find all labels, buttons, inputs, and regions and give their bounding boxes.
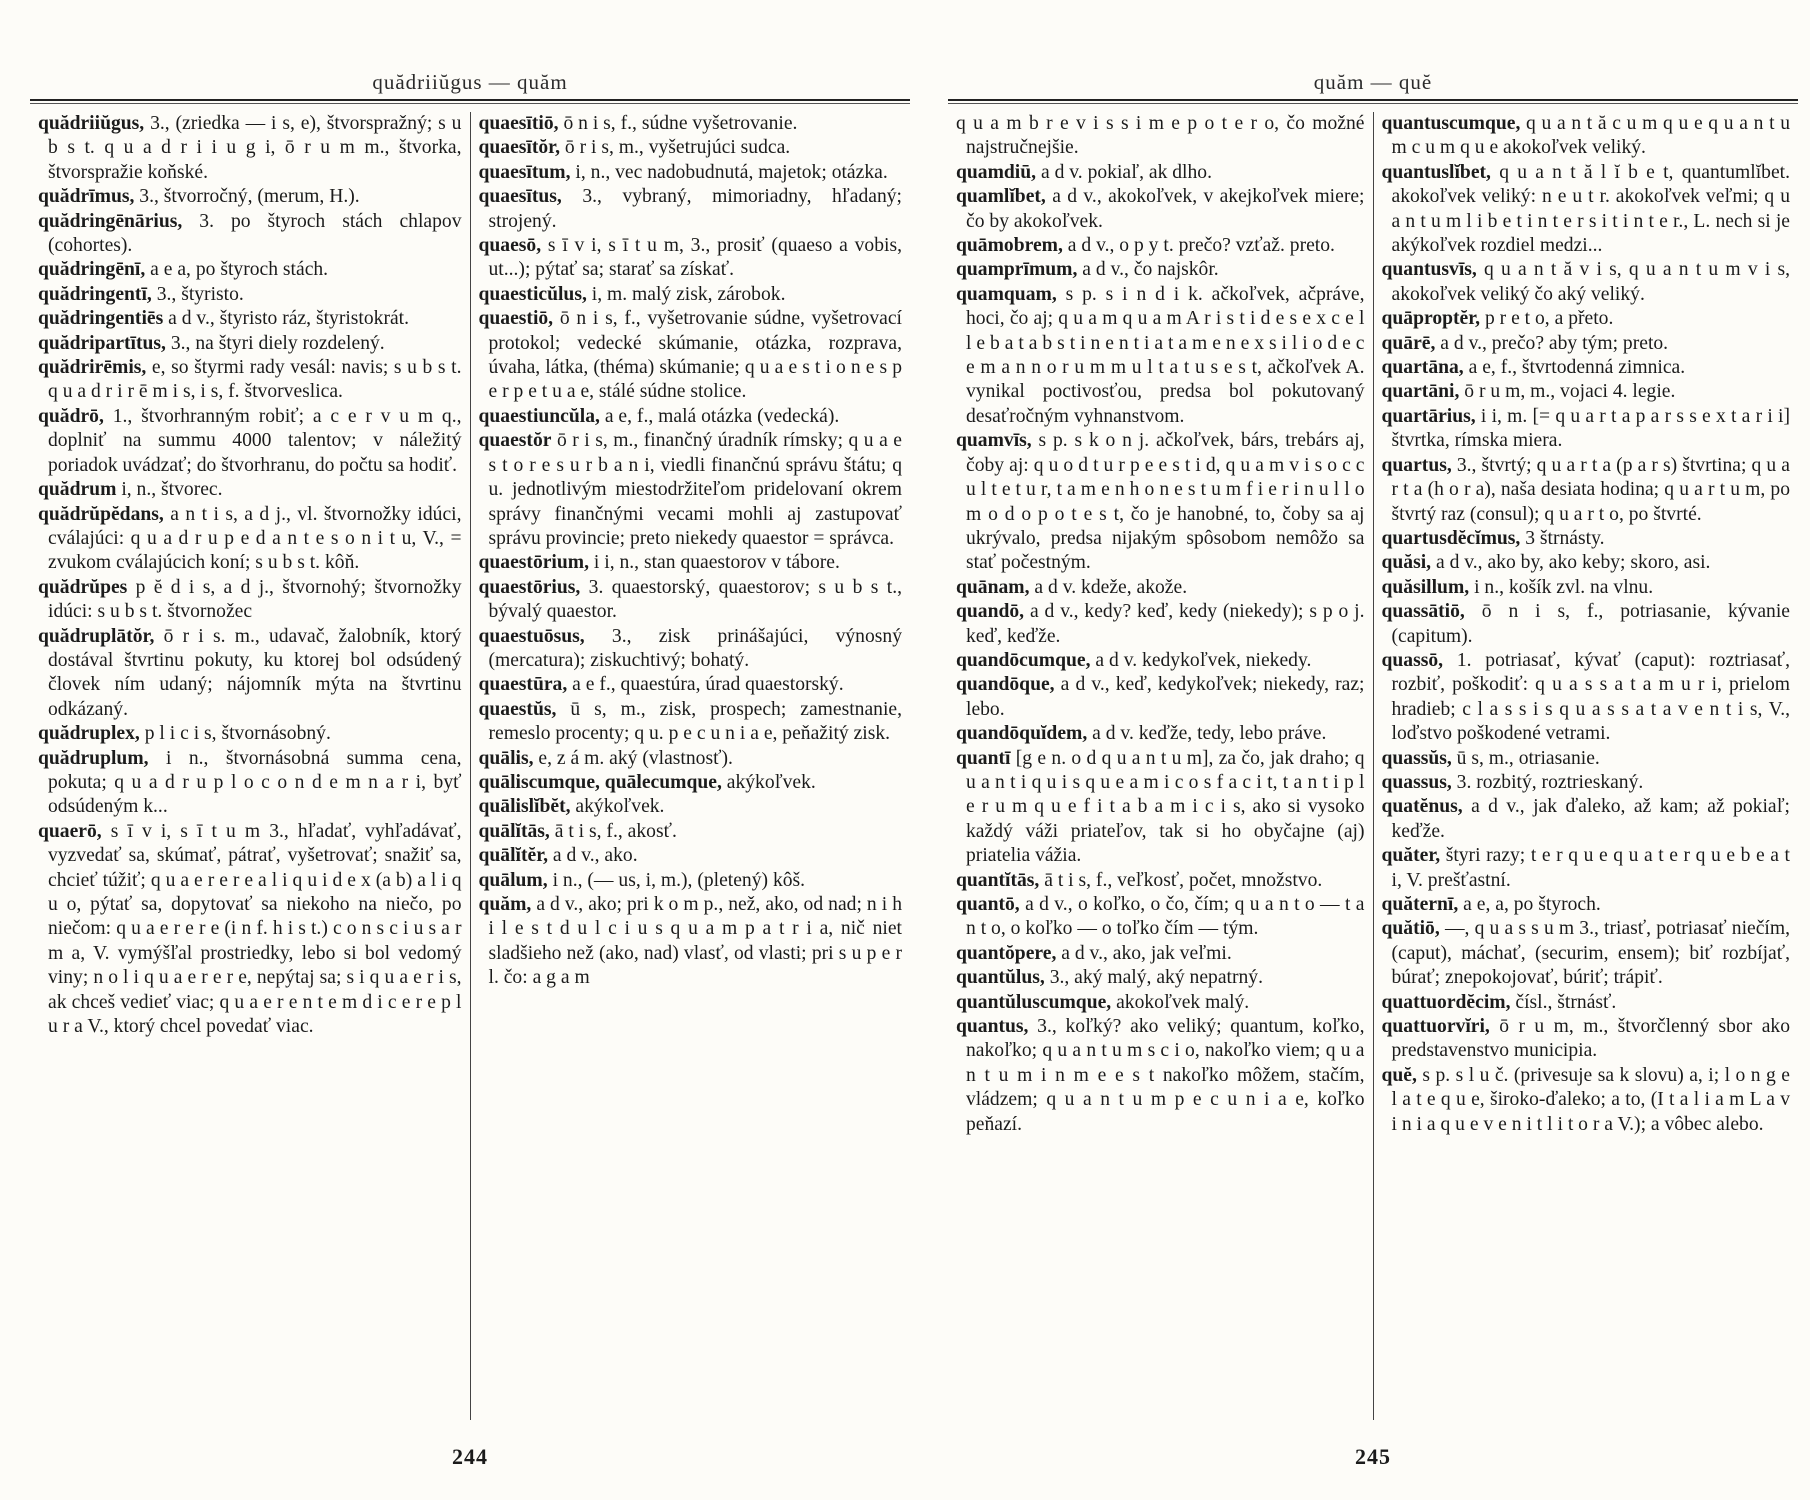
column: [470, 112, 911, 1420]
definition-text: a e f., quaestúra, úrad quaestorský.: [572, 674, 844, 696]
definition-text: a n t i s, a d j., vl. štvornožky idúci, cválajúci: q u a d r u p e d a n t e s o n i t u, V., = zvukom cválajúcich koní; s u b s t. kôň.: [48, 503, 462, 574]
headword: quamlĭbet,: [956, 186, 1046, 208]
headword: quădruplex,: [38, 723, 140, 745]
definition-text: akokoľvek malý.: [1116, 991, 1250, 1013]
dictionary-entry: [479, 795, 903, 819]
headword: quădringēnārius,: [38, 210, 183, 232]
headword: quădrŭpĕdans,: [38, 503, 164, 525]
definition-text: akýkoľvek.: [575, 796, 665, 818]
headword: quandōquĭdem,: [956, 723, 1088, 745]
headword: quădriiŭgus,: [38, 113, 145, 134]
dictionary-entry: [956, 112, 1365, 161]
definition-text: 3., vybraný, mimoriadny, hľadaný; strojený.: [488, 186, 902, 232]
definition-text: a d v., kedy? keď, kedy (niekedy); s p o j. keď, keďže.: [966, 601, 1365, 647]
dictionary-entry: [956, 234, 1365, 258]
definition-text: q u a m b r e v i s s i m e p o t e r o, čo možné najstručnejšie.: [956, 113, 1365, 159]
dictionary-entry: [956, 1015, 1365, 1137]
headword: quădrŭpes: [38, 576, 128, 598]
dictionary-entry: [38, 722, 462, 746]
definition-text: i, n., štvorec.: [121, 479, 223, 501]
dictionary-entry: [1382, 600, 1791, 649]
dictionary-entry: [1382, 380, 1791, 404]
headword: quădripartītus,: [38, 332, 166, 354]
dictionary-entry: [1382, 454, 1791, 527]
headword: quaestōrius,: [478, 576, 581, 598]
definition-text: a d v., čo najskôr.: [1082, 259, 1219, 281]
dictionary-entry: [1382, 1064, 1791, 1137]
definition-text: i n., (— us, i, m.), (pletený) kôš.: [552, 869, 806, 891]
dictionary-entry: [956, 747, 1365, 869]
dictionary-entry: [1382, 307, 1791, 331]
right-page: [948, 0, 1798, 1500]
definition-text: q u a n t ă c u m q u e q u a n t u m c u m q u e akokoľvek veliký.: [1391, 113, 1790, 159]
headword: quandōcumque,: [956, 649, 1091, 671]
headword: quantŭlus,: [956, 967, 1045, 989]
definition-text: a d v. kedykoľvek, niekedy.: [1095, 649, 1312, 671]
column: [1373, 112, 1799, 1420]
headword: quaesītŏr,: [478, 137, 560, 159]
headword: quantī: [956, 747, 1011, 769]
dictionary-entry: [956, 576, 1365, 600]
definition-text: a d v., ako by, ako keby; skoro, asi.: [1435, 552, 1711, 574]
dictionary-entry: [479, 551, 903, 575]
dictionary-entry: [479, 820, 903, 844]
dictionary-entry: [38, 405, 462, 478]
definition-text: 1. potriasať, kývať (caput): roztriasať, rozbiť, poškodiť: q u a s s a t a m u r i, prielom hradieb; c l a s s i s q u a s s a t a v e n t i s, V., loďstvo poškodené vetrami.: [1391, 649, 1791, 745]
headword: quartusdĕcĭmus,: [1381, 527, 1521, 549]
dictionary-entry: [479, 576, 903, 625]
definition-text: s p. s i n d i k. ačkoľvek, ačpráve, hoci, čo aj; q u a m q u a m A r i s t i d e s e x c e l l e b a t a b s t i n e n t i a t a m e n e x s i l i o d e c e m a n n o r u m m u l t a t u s e s t, ačkoľvek A. vynikal poctivosťou, predsa bol pokutovaný desaťročným vyhnanstvom.: [966, 283, 1365, 427]
dictionary-entry: [38, 625, 462, 723]
definition-text: e, so štyrmi rady vesál: navis; s u b s t. q u a d r i r ē m i s, i s, f. štvorveslica.: [48, 357, 462, 403]
dictionary-entry: [479, 771, 903, 795]
dictionary-entry: [1382, 356, 1791, 380]
dictionary-entry: [38, 478, 462, 502]
dictionary-entry: [479, 698, 903, 747]
dictionary-entry: [38, 503, 462, 576]
headword: quānam,: [956, 576, 1030, 598]
definition-text: a d v., akokoľvek, v akejkoľvek miere; čo by akokoľvek.: [966, 186, 1365, 232]
definition-text: 3. rozbitý, roztrieskaný.: [1456, 771, 1644, 793]
dictionary-entry: [479, 893, 903, 991]
definition-text: ū s, m., otriasanie.: [1456, 747, 1600, 769]
definition-text: 3., štyristo.: [156, 283, 244, 305]
headword: quădringēnī,: [38, 259, 146, 281]
headword: quăternī,: [1381, 894, 1459, 915]
definition-text: ō r i s. m., udavač, žalobník, ktorý dostával štvrtinu pokuty, ku ktorej bol odsúdený človek ním udaný; nájomník mýta na štvrtinu odkázaný.: [48, 625, 462, 720]
headword: quālislĭbĕt,: [478, 796, 571, 818]
definition-text: štyri razy; t e r q u e q u a t e r q u e b e a t i, V. prešťastní.: [1391, 845, 1790, 891]
headword: quaestōrium,: [478, 552, 589, 574]
dictionary-entry: [38, 820, 462, 1040]
headword: quaestŭs,: [478, 698, 557, 720]
headword: quāproptĕr,: [1381, 308, 1481, 330]
headword: quădrum: [38, 479, 117, 501]
headword: quassō,: [1381, 649, 1444, 671]
definition-text: 1., štvorhranným robiť; a c e r v u m q., doplniť na summu 4000 talentov; v náležitý poriadok uvádzať; do štvorhranu, do počtu sa hodiť.: [48, 405, 462, 476]
dictionary-entry: [479, 405, 903, 429]
page-number-left: 244: [452, 1444, 488, 1469]
definition-text: ō r i s, m., vyšetrujúci sudca.: [564, 137, 791, 159]
definition-text: 3., štvorročný, (merum, H.).: [139, 186, 360, 208]
dictionary-entry: [956, 283, 1365, 429]
headword: quaestūra,: [478, 674, 568, 696]
dictionary-entry: [1382, 1015, 1791, 1064]
headword: quĕ,: [1381, 1064, 1417, 1086]
headword: quaestŏr: [478, 430, 552, 452]
definition-text: p ĕ d i s, a d j., štvornohý; štvornožky idúci: s u b s t. štvornožec: [48, 576, 462, 623]
dictionary-entry: [956, 966, 1365, 990]
definition-text: i n., štvornásobná summa cena, pokuta; q u a d r u p l o c o n d e m n a r i, byť odsúdeným k...: [48, 747, 462, 818]
definition-text: s ī v i, s ī t u m, 3., prosiť (quaeso a vobis, ut...); pýtať sa; starať sa získať.: [488, 235, 902, 281]
headword: quartārius,: [1381, 405, 1476, 427]
dictionary-entry: [1382, 332, 1791, 356]
headword: quătiō,: [1381, 918, 1440, 940]
dictionary-entry: [38, 112, 462, 185]
definition-text: p l i c i s, štvornásobný.: [144, 723, 331, 745]
headword: quantuscumque,: [1381, 113, 1521, 134]
dictionary-entry: [956, 185, 1365, 234]
headword: quārē,: [1381, 332, 1436, 354]
dictionary-entry: [479, 625, 903, 674]
definition-text: i n., košík zvl. na vlnu.: [1474, 576, 1654, 598]
running-head-left: quădriiŭgus — quăm: [372, 70, 568, 94]
headword: quaesō,: [478, 235, 542, 257]
definition-text: ō r u m, m., štvorčlenný sbor ako predstavenstvo municipia.: [1391, 1016, 1790, 1062]
dictionary-entry: [479, 112, 903, 136]
definition-text: a d v. keďže, tedy, lebo práve.: [1092, 723, 1327, 745]
dictionary-entry: [1382, 917, 1791, 990]
left-page: [30, 0, 910, 1500]
definition-text: ō n i s, f., vyšetrovanie súdne, vyšetrovací protokol; vedecké skúmanie, otázka, rozprava, úvaha, látka, (théma) skúmanie; q u a e s t i o n e s p e r p e t u a e, stálé súdne stolice.: [488, 308, 902, 403]
page-number-right: 245: [1355, 1444, 1391, 1469]
definition-text: s ī v i, s ī t u m 3., hľadať, vyhľadávať, vyzvedať sa, skúmať, pátrať, vyšetrovať; snažiť sa, chcieť túžiť; q u a e r e r e a l i q u i d e x (a b) a l i q u o, pýtať sa, dopytovať sa niekoho na niečo, po niečom: q u a e r e r e (i n f. h i s t.) c o n s c i u s a r m a, V. vymýšľal prostriedky, lebo si bol vedomý viny; n o l i q u a e r e r e, nepýtaj sa; s i q u a e r i s, ak chceš vedieť viac; q u a e r e n t e m d i c e r e p l u r a V., ktorý chcel povedať viac.: [48, 820, 462, 1038]
definition-text: a d v., ako, jak veľmi.: [1061, 942, 1232, 964]
definition-text: ū s, m., zisk, prospech; zamestnanie, remeslo procenty; q u. p e c u n i a e, peňažitý zisk.: [488, 698, 902, 745]
dictionary-entry: [479, 185, 903, 234]
dictionary-entry: [1382, 795, 1791, 844]
definition-text: [g e n. o d q u a n t u m], za čo, jak draho; q u a n t i q u i s q u e a m i c o s f a c i t, t a n t i p l e r u m q u e f i t a b a m i c i s, ako si vysoko každý váži priateľov, tak si ho obyčajne (aj) priatelia vážia.: [966, 747, 1365, 867]
dictionary-entry: [479, 161, 903, 185]
dictionary-entry: [1382, 258, 1791, 307]
definition-text: a d v., o p y t. prečo? vzťaž. preto.: [1067, 235, 1335, 257]
headword: quantus,: [956, 1016, 1029, 1038]
columns-left: [30, 112, 910, 1420]
headword: quădringentiēs: [38, 308, 164, 330]
dictionary-entry: [38, 332, 462, 356]
dictionary-entry: [956, 429, 1365, 575]
headword: quantĭtās,: [956, 869, 1040, 891]
definition-text: a d v., keď, kedykoľvek; niekedy, raz; lebo.: [966, 674, 1365, 720]
dictionary-entry: [1382, 844, 1791, 893]
dictionary-entry: [956, 600, 1365, 649]
definition-text: —, q u a s s u m 3., triasť, potriasať niečím, (caput), máchať, (securim, ensem); biť rozbíjať, búrať; znepokojovať, búriť; trápiť.: [1391, 918, 1790, 989]
headword: quaesītiō,: [478, 113, 559, 134]
dictionary-entry: [1382, 527, 1791, 551]
headword: quădrirēmis,: [38, 357, 147, 379]
headword: quamquam,: [956, 283, 1057, 305]
definition-text: i, n., vec nadobudnutá, majetok; otázka.: [575, 161, 888, 183]
dictionary-entry: [956, 673, 1365, 722]
headword: quālĭtās,: [478, 820, 550, 842]
headword: quăm,: [478, 894, 532, 915]
dictionary-entry: [479, 136, 903, 160]
header-rule-right: [948, 99, 1798, 104]
dictionary-entry: [38, 258, 462, 282]
headword: quădruplātŏr,: [38, 625, 155, 647]
headword: quădruplum,: [38, 747, 149, 769]
dictionary-entry: [956, 942, 1365, 966]
dictionary-entry: [956, 722, 1365, 746]
headword: quandō,: [956, 601, 1025, 623]
headword: quattuordĕcim,: [1381, 991, 1511, 1013]
dictionary-entry: [38, 210, 462, 259]
headword: quaesītus,: [478, 186, 562, 208]
headword: quădringentī,: [38, 283, 152, 305]
headword: quassus,: [1381, 771, 1452, 793]
dictionary-entry: [1382, 747, 1791, 771]
dictionary-entry: [956, 258, 1365, 282]
definition-text: 3., na štyri diely rozdelený.: [170, 332, 385, 354]
definition-text: ō n i s, f., súdne vyšetrovanie.: [563, 113, 798, 134]
dictionary-entry: [1382, 771, 1791, 795]
definition-text: 3. po štyroch stách chlapov (cohortes).: [48, 210, 462, 257]
header-rule-left: [30, 99, 910, 104]
definition-text: p r e t o, a přeto.: [1484, 308, 1614, 330]
headword: quaestiō,: [478, 308, 554, 330]
headword: quăsi,: [1381, 552, 1432, 574]
definition-text: i i, m. [= q u a r t a p a r s s e x t a r i i] štvrtka, rímska miera.: [1391, 405, 1790, 452]
headword: quāmobrem,: [956, 235, 1063, 257]
dictionary-entry: [1382, 161, 1791, 259]
definition-text: 3., zisk prinášajúci, výnosný (mercatura); ziskuchtivý; bohatý.: [488, 625, 902, 671]
definition-text: ō n i s, f., potriasanie, kývanie (capitum).: [1391, 601, 1790, 647]
definition-text: ō r i s, m., finančný úradník rímsky; q u a e s t o r e s u r b a n i, viedli finančnú správu štátu; q u. jednotlivým miestodržiteľom pridelovaní okrem správy finančnými vecami mohli aj zastupovať správu provincie; preto niekedy quaestor = správca.: [488, 430, 902, 549]
definition-text: i i, n., stan quaestorov v tábore.: [593, 552, 840, 574]
definition-text: e, z á m. aký (vlastnosť).: [538, 747, 733, 769]
column: [948, 112, 1373, 1420]
headword: quantŭluscumque,: [956, 991, 1112, 1013]
definition-text: 3 štrnásty.: [1525, 527, 1605, 549]
definition-text: a d v., prečo? aby tým; preto.: [1440, 332, 1669, 354]
headword: quaesītum,: [478, 161, 571, 183]
definition-text: a e, f., malá otázka (vedecká).: [604, 405, 840, 427]
definition-text: a d v. pokiaľ, ak dlho.: [1040, 161, 1212, 183]
definition-text: a e, a, po štyroch.: [1463, 894, 1601, 915]
headword: quamprīmum,: [956, 259, 1078, 281]
headword: quantuslĭbet,: [1381, 161, 1491, 183]
column: [30, 112, 470, 1420]
headword: quālis,: [478, 747, 534, 769]
definition-text: s p. s k o n j. ačkoľvek, bárs, trebárs aj, čoby aj: q u o d t u r p e e s t i d, q u a m v i s o c c u l t e t u r, t a m e n h o n e s t u m f i e r i n u l l o m o d o p o t e s t, čo je hanobné, to, čoby sa aj ukrývalo, predsa nijakým spôsobom nemôžo sa stať počestným.: [966, 430, 1365, 574]
dictionary-entry: [38, 356, 462, 405]
dictionary-entry: [38, 576, 462, 625]
headword: quāliscumque, quālecumque,: [478, 771, 722, 793]
headword: quattuorvĭri,: [1381, 1016, 1490, 1038]
headword: quantusvīs,: [1381, 259, 1477, 281]
definition-text: akýkoľvek.: [726, 771, 816, 793]
headword: quassŭs,: [1381, 747, 1452, 769]
definition-text: a d v., štyristo ráz, štyristokrát.: [168, 308, 410, 330]
headword: quālĭtĕr,: [478, 845, 548, 867]
dictionary-entry: [479, 234, 903, 283]
headword: quālum,: [478, 869, 548, 891]
definition-text: a d v. kdeže, akože.: [1034, 576, 1188, 598]
headword: quartus,: [1381, 454, 1452, 476]
definition-text: a d v., ako.: [552, 845, 638, 867]
headword: quăter,: [1381, 845, 1441, 867]
headword: quartāni,: [1381, 381, 1460, 403]
dictionary-entry: [38, 185, 462, 209]
definition-text: a d v., jak ďaleko, až kam; až pokiaľ; keďže.: [1391, 796, 1790, 842]
definition-text: 3., štvrtý; q u a r t a (p a r s) štvrtina; q u a r t a (h o r a), naša desiata hodina; q u a r t u m, po štvrtý raz (consul); q u a r t o, po štvrté.: [1391, 454, 1790, 525]
dictionary-entry: [479, 869, 903, 893]
definition-text: a e a, po štyroch stách.: [150, 259, 329, 281]
dictionary-entry: [479, 747, 903, 771]
definition-text: ā t i s, f., veľkosť, počet, množstvo.: [1044, 869, 1323, 891]
headword: quatĕnus,: [1381, 796, 1463, 818]
dictionary-entry: [956, 991, 1365, 1015]
dictionary-entry: [1382, 991, 1791, 1015]
definition-text: 3., aký malý, aký nepatrný.: [1049, 967, 1263, 989]
definition-text: ō r u m, m., vojaci 4. legie.: [1464, 381, 1676, 403]
dictionary-entry: [956, 649, 1365, 673]
running-head-right: quăm — quĕ: [1313, 70, 1433, 94]
dictionary-entry: [38, 283, 462, 307]
dictionary-entry: [479, 844, 903, 868]
definition-text: a e, f., štvrtodenná zimnica.: [1468, 357, 1686, 379]
dictionary-entry: [479, 283, 903, 307]
dictionary-entry: [1382, 893, 1791, 917]
definition-text: s p. s l u č. (privesuje sa k slovu) a, i; l o n g e l a t e q u e, široko-ďaleko; a to, (I t a l i a m L a v i n i a q u e v e n i t l i t o r a V.); a vôbec alebo.: [1391, 1064, 1790, 1135]
dictionary-entry: [479, 429, 903, 551]
dictionary-entry: [479, 673, 903, 697]
headword: quaestiuncŭla,: [478, 405, 600, 427]
headword: quassātiō,: [1381, 601, 1465, 623]
headword: quădrīmus,: [38, 186, 135, 208]
dictionary-entry: [479, 307, 903, 405]
dictionary-entry: [956, 893, 1365, 942]
headword: quamvīs,: [956, 430, 1032, 452]
headword: quaestuōsus,: [478, 625, 585, 647]
headword: quăsillum,: [1381, 576, 1470, 598]
definition-text: q u a n t ă l ĭ b e t, quantumlĭbet. akokoľvek veliký: n e u t r. akokoľvek veľmi; q u a n t u m l i b e t i n t e r s i t i n t e r., L. nech si je akýkoľvek rozdiel medzi...: [1391, 161, 1790, 257]
headword: quădrō,: [38, 405, 104, 427]
columns-right: [948, 112, 1798, 1420]
dictionary-entry: [38, 747, 462, 820]
definition-text: q u a n t ă v i s, q u a n t u m v i s, akokoľvek veliký čo aký veliký.: [1391, 259, 1790, 305]
headword: quartāna,: [1381, 357, 1464, 379]
definition-text: ā t i s, f., akosť.: [554, 820, 677, 842]
headword: quandōque,: [956, 674, 1055, 696]
headword: quamdiū,: [956, 161, 1037, 183]
headword: quaerō,: [38, 820, 102, 842]
dictionary-entry: [956, 161, 1365, 185]
definition-text: 3., (zriedka — i s, e), štvorspražný; s u b s t. q u a d r i i u g i, ō r u m m., štvorka, štvorspražie koňské.: [48, 113, 462, 183]
definition-text: čísl., štrnásť.: [1515, 991, 1617, 1013]
definition-text: a d v., ako; pri k o m p., než, ako, od nad; n i h i l e s t d u l c i u s q u a m p a t r i a, nič niet sladšieho než (ako, nad) vlasť, od vlasti; pri s u p e r l. čo: a g a m: [488, 894, 902, 989]
dictionary-entry: [956, 869, 1365, 893]
headword: quantŏpere,: [956, 942, 1057, 964]
definition-text: 3. quaestorský, quaestorov; s u b s t., bývalý quaestor.: [488, 576, 902, 623]
dictionary-entry: [38, 307, 462, 331]
headword: quaesticŭlus,: [478, 283, 587, 305]
dictionary-entry: [1382, 551, 1791, 575]
dictionary-entry: [1382, 649, 1791, 747]
headword: quantō,: [956, 894, 1020, 915]
dictionary-entry: [1382, 405, 1791, 454]
definition-text: i, m. malý zisk, zárobok.: [591, 283, 786, 305]
definition-text: 3., koľký? ako veliký; quantum, koľko, nakoľko; q u a n t u m s c i o, nakoľko viem; q u a n t u m i n m e e s t nakoľko môžem, stačím, vládzem; q u a n t u m p e c u n i a e, koľko peňazí.: [966, 1016, 1365, 1135]
definition-text: a d v., o koľko, o čo, čím; q u a n t o — t a n t o, o koľko — o toľko čím — tým.: [966, 894, 1365, 940]
dictionary-entry: [1382, 112, 1791, 161]
dictionary-entry: [1382, 576, 1791, 600]
